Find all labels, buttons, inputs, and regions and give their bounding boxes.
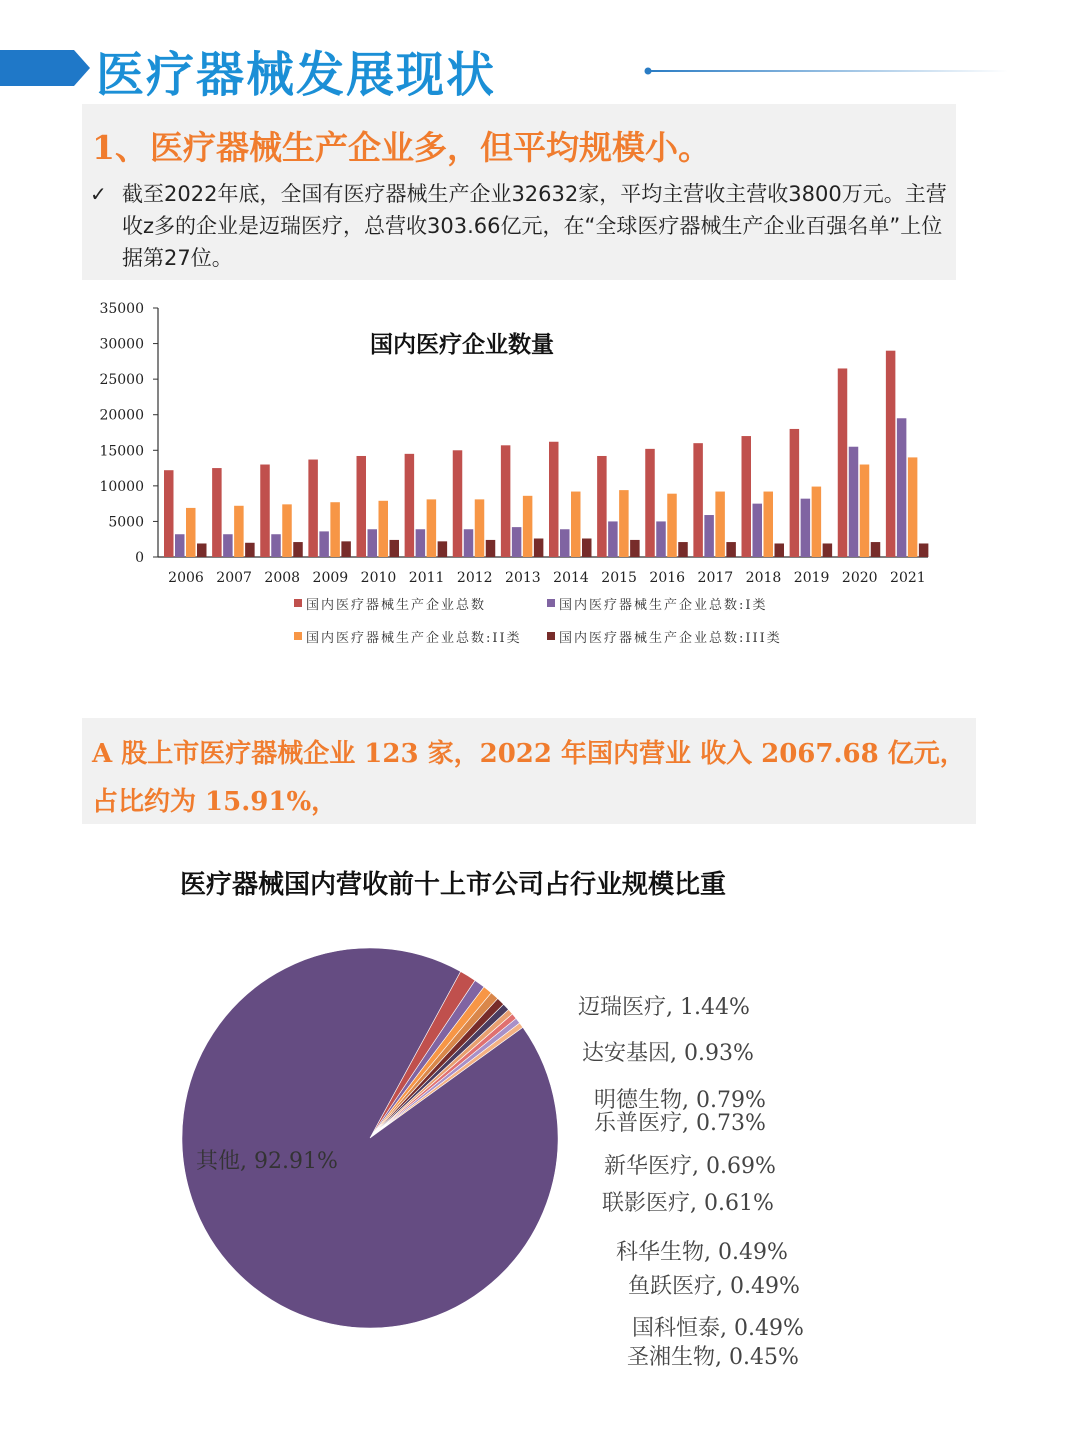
bar-2021-series-4: [919, 543, 929, 557]
pie-label-新华医疗: 新华医疗, 0.69%: [604, 1154, 776, 1179]
bar-2008-series-1: [260, 465, 270, 557]
y-tick-label: 25000: [99, 372, 144, 389]
bar-2016-series-4: [678, 542, 688, 557]
bar-2007-series-4: [245, 543, 255, 557]
y-tick-label: 20000: [99, 407, 144, 424]
bar-2010-series-1: [357, 456, 367, 557]
x-tick-label: 2012: [456, 570, 493, 586]
page-title: 医疗器械发展现状: [96, 47, 497, 103]
bar-2012-series-2: [464, 529, 474, 557]
legend-swatch: [547, 632, 555, 640]
bar-2017-series-1: [693, 443, 703, 557]
bar-2018-series-2: [753, 504, 763, 557]
bar-2017-series-3: [715, 492, 725, 557]
bar-2010-series-2: [368, 529, 378, 557]
x-tick-label: 2009: [312, 570, 349, 586]
pie-label-科华生物: 科华生物, 0.49%: [616, 1240, 788, 1265]
bar-2008-series-3: [282, 504, 292, 557]
x-tick-label: 2016: [649, 570, 686, 586]
bar-2014-series-3: [571, 492, 581, 557]
header-divider-line: [640, 64, 1020, 80]
x-tick-label: 2011: [408, 570, 445, 586]
x-tick-label: 2013: [505, 570, 541, 586]
bar-2019-series-4: [823, 543, 833, 557]
bar-2021-series-1: [886, 351, 896, 557]
bar-2014-series-2: [560, 529, 570, 557]
bar-2019-series-2: [801, 499, 811, 557]
pie-label-联影医疗: 联影医疗, 0.61%: [602, 1191, 774, 1216]
bar-2020-series-3: [860, 465, 870, 557]
x-tick-label: 2015: [601, 570, 637, 586]
bar-2013-series-2: [512, 527, 522, 557]
x-tick-label: 2010: [360, 570, 397, 586]
header-arrow-icon: [0, 0, 100, 110]
check-icon: ✓: [90, 182, 107, 206]
x-tick-label: 2014: [553, 570, 589, 586]
y-tick-label: 10000: [99, 478, 144, 495]
bar-2009-series-4: [341, 541, 351, 557]
section-enterprise-summary: [82, 104, 956, 280]
bar-2018-series-3: [764, 492, 774, 557]
x-tick-label: 2017: [697, 570, 734, 586]
pie-label-圣湘生物: 圣湘生物, 0.45%: [627, 1345, 799, 1370]
legend-swatch: [547, 599, 555, 607]
y-tick-label: 0: [135, 550, 144, 566]
section1-heading-number: 1、: [92, 128, 148, 167]
bar-2012-series-4: [486, 540, 496, 557]
legend-swatch: [294, 599, 302, 607]
bar-2012-series-3: [475, 499, 485, 557]
bar-2011-series-2: [416, 529, 426, 557]
bar-2012-series-1: [453, 450, 463, 557]
bar-2019-series-1: [790, 429, 800, 557]
bar-2008-series-2: [271, 534, 281, 557]
bar-2021-series-2: [897, 418, 907, 557]
x-tick-label: 2019: [793, 570, 830, 586]
bar-2011-series-3: [427, 499, 437, 557]
bar-2017-series-4: [726, 542, 736, 557]
pie-label-达安基因: 达安基因, 0.93%: [582, 1041, 754, 1066]
y-tick-label: 5000: [108, 514, 144, 531]
bar-2015-series-4: [630, 540, 640, 557]
bar-2017-series-2: [704, 515, 714, 557]
bar-2014-series-1: [549, 442, 559, 557]
bar-2019-series-3: [812, 487, 822, 557]
bar-2007-series-2: [223, 534, 233, 557]
pie-label-其他: 其他, 92.91%: [196, 1149, 338, 1174]
bar-2010-series-4: [390, 540, 400, 557]
bar-2006-series-1: [164, 470, 174, 557]
bar-2008-series-4: [293, 542, 303, 557]
bar-2016-series-2: [656, 521, 666, 557]
x-tick-label: 2006: [168, 570, 204, 586]
listed-companies-text: A 股上市医疗器械企业 123 家，2022 年国内营业 收入 2067.68 亿元，占比约为 15.91%，: [92, 739, 966, 817]
bar-2014-series-4: [582, 539, 592, 557]
pie-label-国科恒泰: 国科恒泰, 0.49%: [632, 1316, 804, 1341]
bar-2015-series-1: [597, 456, 607, 557]
bullet-text: 截至2022年底，全国有医疗器械生产企业32632家，平均主营收主营收3800万元。主营收z多的企业是迈瑞医疗，总营收303.66亿元，在“全球医疗器械生产企业百强名单”上位据第27位。: [122, 182, 947, 270]
bar-2010-series-3: [379, 501, 389, 557]
y-tick-label: 15000: [99, 443, 144, 460]
enterprise-count-bar-chart: [82, 292, 942, 652]
x-tick-label: 2008: [264, 570, 301, 586]
bar-2006-series-4: [197, 543, 207, 557]
bar-2013-series-3: [523, 496, 533, 557]
pie-label-明德生物: 明德生物, 0.79%: [594, 1088, 766, 1113]
legend-swatch: [294, 632, 302, 640]
legend-label: 国内医疗器械生产企业总数:III类: [559, 631, 782, 646]
x-tick-label: 2007: [216, 570, 252, 586]
bar-2006-series-2: [175, 534, 185, 557]
bar-2016-series-3: [667, 494, 677, 557]
bar-2020-series-4: [871, 542, 881, 557]
section-listed-companies: [82, 718, 976, 824]
bar-2013-series-1: [501, 445, 511, 557]
bar-2007-series-3: [234, 506, 244, 557]
bar-2013-series-4: [534, 539, 544, 557]
bar-2007-series-1: [212, 468, 222, 557]
page-header: [0, 0, 1080, 110]
bar-chart-title: 国内医疗企业数量: [370, 332, 554, 358]
bar-2020-series-1: [838, 368, 848, 557]
y-tick-label: 30000: [99, 336, 144, 353]
x-tick-label: 2020: [841, 570, 878, 586]
bar-2021-series-3: [908, 457, 918, 557]
pie-label-迈瑞医疗: 迈瑞医疗, 1.44%: [578, 995, 750, 1020]
pie-chart-title: 医疗器械国内营收前十上市公司占行业规模比重: [180, 870, 727, 900]
x-tick-label: 2018: [745, 570, 782, 586]
legend-label: 国内医疗器械生产企业总数:II类: [306, 631, 522, 646]
bar-2018-series-1: [742, 436, 752, 557]
pie-label-乐普医疗: 乐普医疗, 0.73%: [594, 1111, 766, 1136]
bar-2020-series-2: [849, 447, 859, 557]
legend-label: 国内医疗器械生产企业总数: [306, 598, 487, 613]
bar-2018-series-4: [775, 543, 785, 557]
bar-2016-series-1: [645, 449, 655, 557]
section1-heading: [92, 122, 711, 169]
y-tick-label: 35000: [99, 301, 144, 317]
bar-2011-series-4: [438, 541, 448, 557]
section1-heading-text: 医疗器械生产企业多，但平均规模小。: [149, 128, 711, 167]
legend-label: 国内医疗器械生产企业总数:I类: [559, 598, 768, 613]
bar-2009-series-3: [330, 502, 340, 557]
bar-2009-series-1: [308, 460, 318, 557]
bar-2015-series-2: [608, 521, 618, 557]
x-tick-label: 2021: [890, 570, 926, 586]
pie-label-鱼跃医疗: 鱼跃医疗, 0.49%: [628, 1274, 800, 1299]
bar-2006-series-3: [186, 508, 196, 557]
bar-2011-series-1: [405, 454, 415, 557]
bar-2009-series-2: [319, 531, 329, 557]
bar-2015-series-3: [619, 490, 629, 557]
revenue-share-pie-chart: [0, 920, 1080, 1420]
